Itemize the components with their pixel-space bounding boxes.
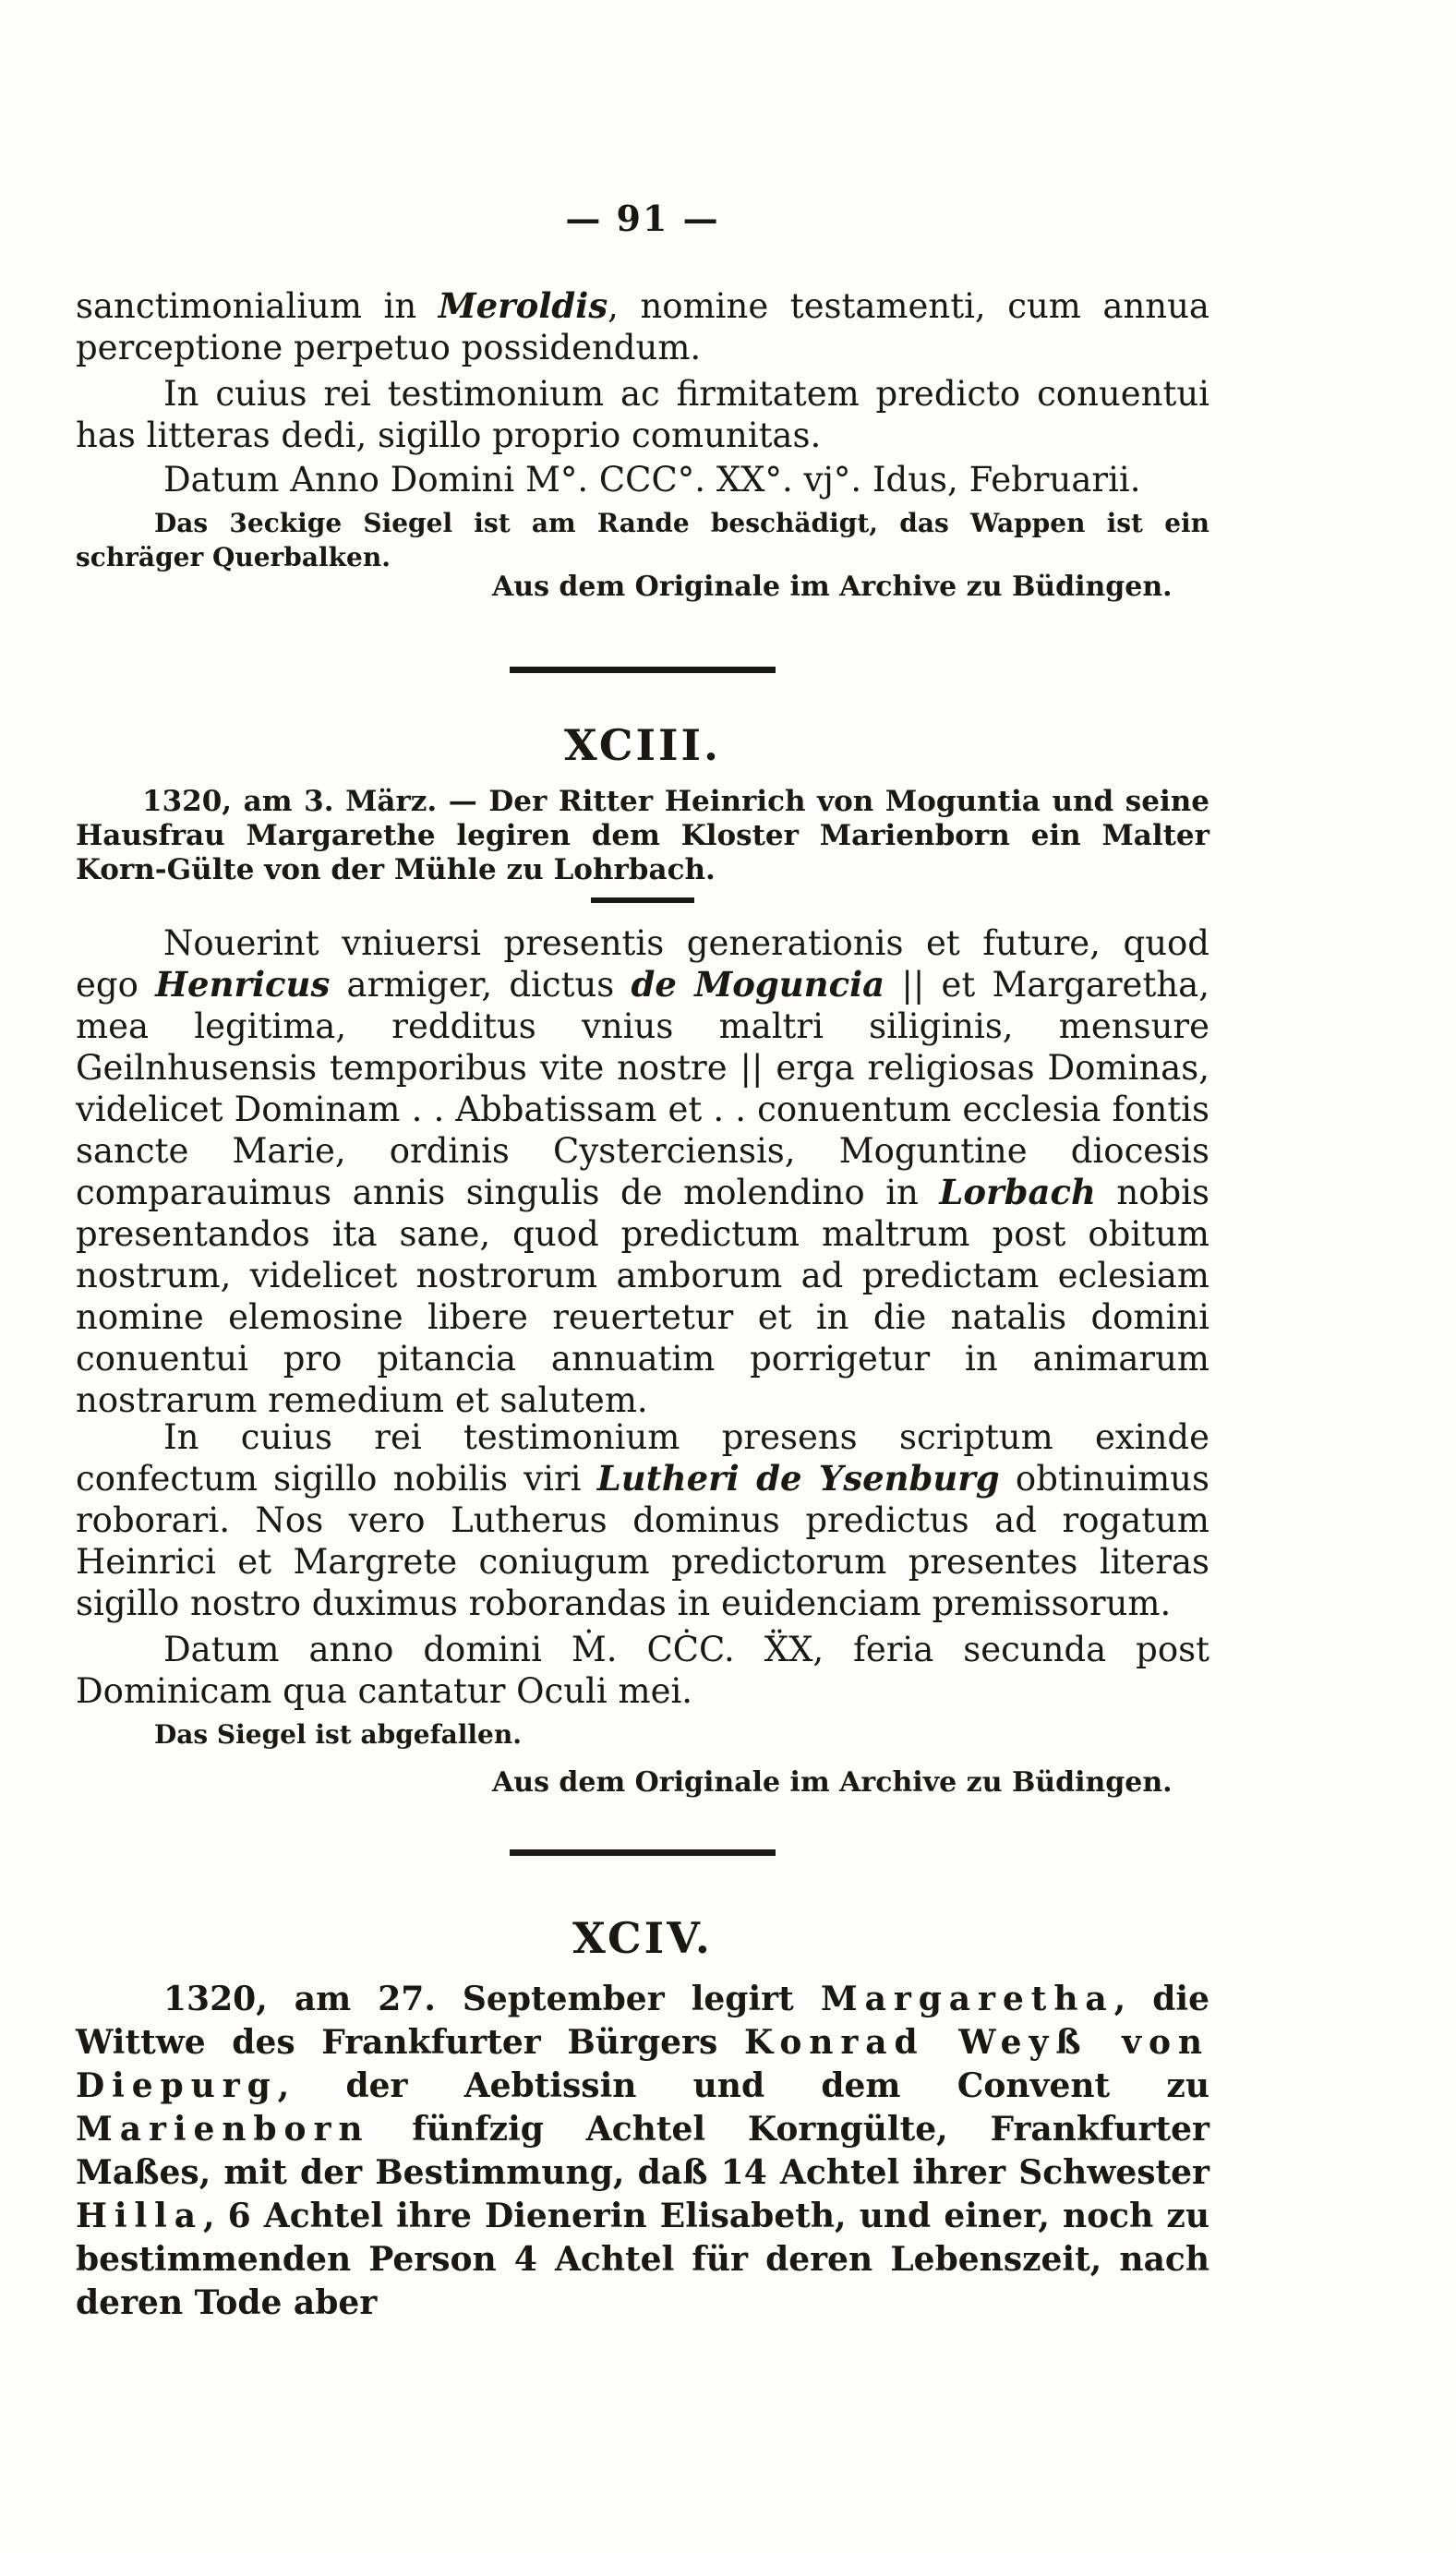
charter-92-source-note: Aus dem Originale im Archive zu Büdingen. <box>492 571 1173 603</box>
charter-93-heading: XCIII. <box>563 720 722 770</box>
charter-94-heading: XCIV. <box>572 1913 713 1963</box>
charter-93-source-note: Aus dem Originale im Archive zu Büdingen. <box>492 1766 1173 1799</box>
regest-divider-dash <box>591 897 694 903</box>
charter-93-text-paragraph-1: Nouerint vniuersi presentis generationis et future, quod ego Henricus armiger, dictus de Moguncia || et Margaretha, mea legitima, redditus vnius maltri siliginis, mensure Geilnhusensis temporibus vite nostre || erga religiosas Dominas, videlicet Dominam . . Abbatissam et . . conuentum ecclesia fontis sancte Marie, ordinis Cysterciensis, Moguntine diocesis comparauimus annis singulis de molendino in Lorbach nobis presentandos ita sane, quod predictum maltrum post obitum nostrum, videlicet nostrorum amborum ad predictam eclesiam nomine elemosine libere reuertetur et in die natalis domini conuentui pro pitancia annuatim porrigetur in animarum nostrarum remedium et salutem. <box>76 923 1210 1420</box>
charter-94-regest: 1320, am 27. September legirt Margaretha, die Wittwe des Frankfurter Bürgers Konrad Weyß von Diepurg, der Aebtissin und dem Convent zu Marienborn fünfzig Achtel Korngülte, Frankfurter Maßes, mit der Bestimmung, daß 14 Achtel ihrer Schwester Hilla, 6 Achtel ihre Dienerin Elisabeth, und einer, noch zu bestimmenden Person 4 Achtel für deren Lebenszeit, nach deren Tode aber <box>76 1980 1209 2322</box>
charter-92-corroboratio: In cuius rei testimonium ac firmitatem predicto conuentui has litteras dedi, sigillo proprio comunitas. <box>76 374 1209 455</box>
charter-92-seal-note: Das 3eckige Siegel ist am Rande beschädigt, das Wappen ist ein schräger Querbalken. <box>76 508 1209 572</box>
section-divider-rule <box>510 1849 776 1856</box>
charter-92-datum-line: Datum Anno Domini M°. CCC°. XX°. vj°. Idus, Februarii. <box>163 460 1141 500</box>
charter-92-paragraph-end: sanctimonialium in Meroldis, nomine testamenti, cum annua perceptione perpetuo possidendum. <box>76 285 1209 367</box>
charter-93-seal-note: Das Siegel ist abgefallen. <box>154 1719 522 1750</box>
charter-93-datum-line: Datum anno domini Ṁ. CĊC. ẌX, feria secunda post Dominicam qua cantatur Oculi mei. <box>76 1630 1209 1711</box>
page-number: — 91 — <box>565 198 720 239</box>
charter-93-regest: 1320, am 3. März. — Der Ritter Heinrich von Moguntia und seine Hausfrau Margarethe legiren dem Kloster Marienborn ein Malter Korn-Gülte von der Mühle zu Lohrbach. <box>76 785 1209 886</box>
text-block <box>76 0 1209 2553</box>
charter-93-corroboratio: In cuius rei testimonium presens scriptum exinde confectum sigillo nobilis viri Lutheri de Ysenburg obtinuimus roborari. Nos vero Lutherus dominus predictus ad rogatum Heinrici et Margrete coniugum predictorum presentes literas sigillo nostro duximus roborandas in euidenciam premissorum. <box>76 1417 1209 1623</box>
section-divider-rule <box>510 667 776 673</box>
